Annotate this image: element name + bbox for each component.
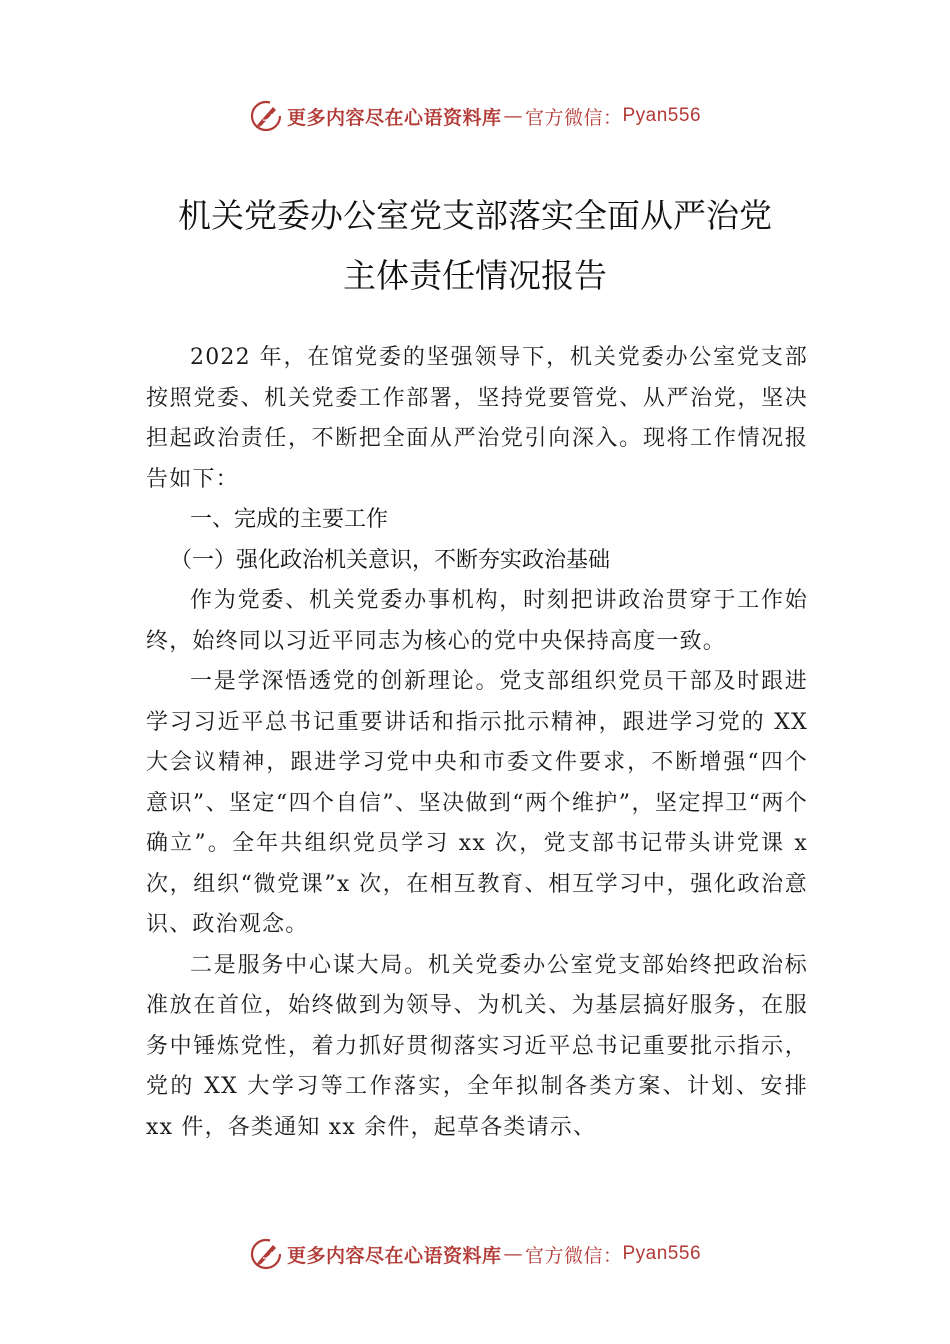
paragraph-1: 作为党委、机关党委办事机构，时刻把讲政治贯穿于工作始终，始终同以习近平同志为核心的党中央保持高度一致。 (146, 588, 808, 654)
intro-paragraph: 2022 年，在馆党委的坚强领导下，机关党委办公室党支部按照党委、机关党委工作部署，坚持党要管党、从严治党，坚决担起政治责任，不断把全面从严治党引向深入。现将工作情况报告如下： (146, 345, 808, 492)
title-line-2: 主体责任情况报告 (343, 256, 607, 295)
document-body (146, 338, 808, 1148)
watermark-wechat-label: 官方微信： (524, 106, 623, 129)
paragraph-3: 二是服务中心谋大局。机关党委办公室党支部始终把政治标准放在首位，始终做到为领导、为机关、为基层搞好服务，在服务中锤炼党性，着力抓好贯彻落实习近平总书记重要批示指示，党的 XX 大学习等工作落实，全年拟制各类方案、计划、安排 xx 件，各类通知 xx 余件，起草各类请示、 (146, 952, 808, 1140)
brush-logo-icon (249, 1237, 283, 1271)
watermark-header (0, 96, 950, 136)
watermark-wechat-label: 官方微信： (524, 1244, 623, 1267)
title-line-1: 机关党委办公室党支部落实全面从严治党 (178, 196, 772, 235)
watermark-dash: — (503, 105, 523, 127)
watermark-footer (0, 1234, 950, 1274)
watermark-text: 更多内容尽在心语资料库 (286, 1244, 502, 1267)
brush-logo-icon (249, 99, 283, 133)
document-title (0, 186, 950, 306)
paragraph-2: 一是学深悟透党的创新理论。党支部组织党员干部及时跟进学习习近平总书记重要讲话和指示批示精神，跟进学习党的 XX 大会议精神，跟进学习党中央和市委文件要求，不断增强“四个意识”、坚定“四个自信”、坚决做到“两个维护”，坚定捍卫“两个确立”。全年共组织党员学习 xx 次，党支部书记带头讲党课 x 次，组织“微党课”x 次，在相互教育、相互学习中，强化政治意识、政治观念。 (146, 669, 808, 937)
watermark-wechat-id: Pyan556 (622, 1243, 702, 1264)
watermark-wechat-id: Pyan556 (622, 105, 702, 126)
watermark-text: 更多内容尽在心语资料库 (286, 106, 502, 129)
section-1-heading: 一、完成的主要工作 (190, 507, 389, 532)
subsection-1-heading: （一）强化政治机关意识，不断夯实政治基础 (170, 547, 611, 573)
watermark-dash: — (503, 1243, 523, 1265)
